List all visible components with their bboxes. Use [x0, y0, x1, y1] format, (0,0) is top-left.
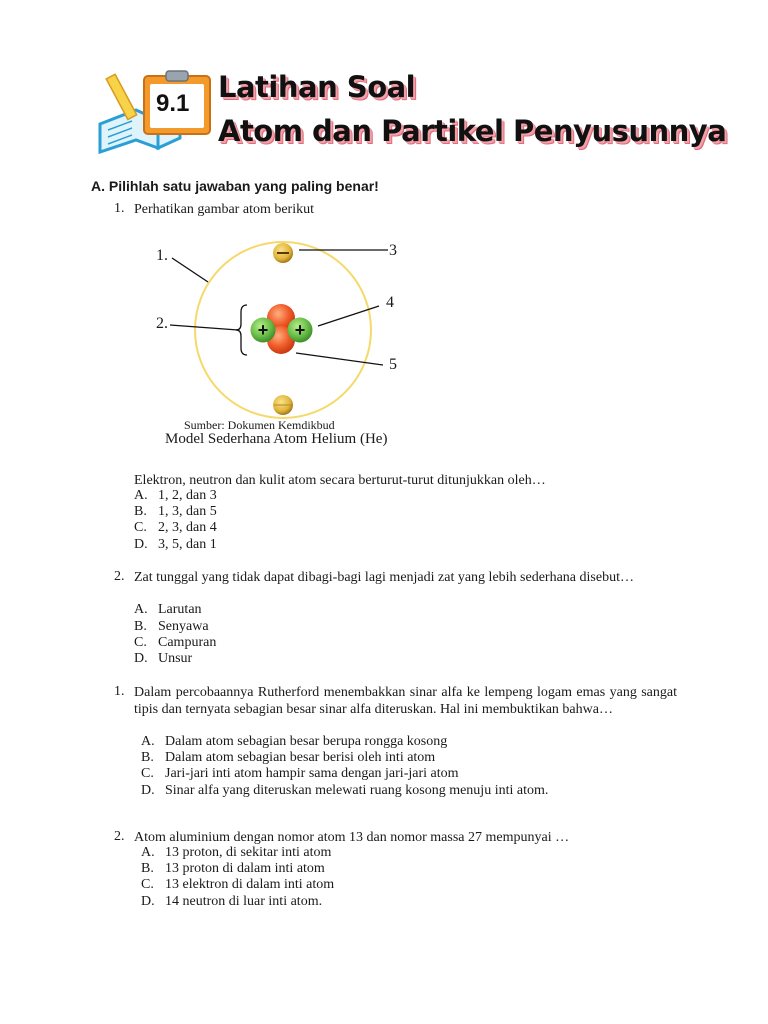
question-prompt: Elektron, neutron dan kulit atom secara berturut-turut ditunjukkan oleh…	[134, 473, 546, 488]
answer-option: A. 1, 2, dan 3	[134, 488, 217, 503]
section-heading: A. Pilihlah satu jawaban yang paling benar!	[91, 178, 379, 194]
diagram-label-3: 3	[389, 242, 397, 259]
atom-diagram	[150, 236, 420, 426]
answer-option: B. Senyawa	[134, 619, 209, 634]
answer-option: D. 14 neutron di luar inti atom.	[141, 894, 323, 909]
diagram-label-5: 5	[389, 356, 397, 373]
answer-option: A. 13 proton, di sekitar inti atom	[141, 845, 332, 860]
question-number: 1.	[114, 201, 125, 216]
answer-option: C. 13 elektron di dalam inti atom	[141, 877, 335, 892]
diagram-label-1: 1.	[156, 247, 168, 264]
answer-option: A. Dalam atom sebagian besar berupa rongga kosong	[141, 734, 448, 749]
answer-option: D. Sinar alfa yang diteruskan melewati ruang kosong menuju inti atom.	[141, 783, 549, 798]
question-number: 1.	[114, 684, 125, 699]
page-subtitle: Atom dan Partikel Penyusunnya	[218, 114, 727, 148]
answer-option: C. 2, 3, dan 4	[134, 520, 217, 535]
diagram-source: Sumber: Dokumen Kemdikbud	[184, 418, 335, 432]
question-text: Dalam percobaannya Rutherford menembakkan sinar alfa ke lempeng logam emas yang sangat tipis dan ternyata sebagian besar sinar alfa diteruskan. Hal ini membuktikan bahwa…	[134, 685, 677, 717]
answer-option: A. Larutan	[134, 602, 202, 617]
answer-option: B. Dalam atom sebagian besar berisi oleh inti atom	[141, 750, 436, 765]
answer-option: D. Unsur	[134, 651, 193, 666]
page-title: Latihan Soal	[218, 70, 416, 104]
answer-option: B. 1, 3, dan 5	[134, 504, 217, 519]
question-number: 2.	[114, 829, 125, 844]
chapter-number: 9.1	[156, 90, 190, 117]
svg-text:+: +	[257, 320, 269, 340]
answer-option: D. 3, 5, dan 1	[134, 537, 217, 552]
answer-option: B. 13 proton di dalam inti atom	[141, 861, 325, 876]
answer-option: C. Jari-jari inti atom hampir sama dengan jari-jari atom	[141, 766, 459, 781]
question-text: Atom aluminium dengan nomor atom 13 dan nomor massa 27 mempunyai …	[134, 830, 570, 845]
question-text: Perhatikan gambar atom berikut	[134, 202, 314, 217]
question-text: Zat tunggal yang tidak dapat dibagi-bagi lagi menjadi zat yang lebih sederhana disebut…	[134, 570, 634, 585]
svg-text:+: +	[294, 320, 306, 340]
diagram-caption: Model Sederhana Atom Helium (He)	[165, 431, 388, 447]
diagram-label-4: 4	[386, 294, 394, 311]
diagram-label-2: 2.	[156, 315, 168, 332]
answer-option: C. Campuran	[134, 635, 217, 650]
question-number: 2.	[114, 569, 125, 584]
